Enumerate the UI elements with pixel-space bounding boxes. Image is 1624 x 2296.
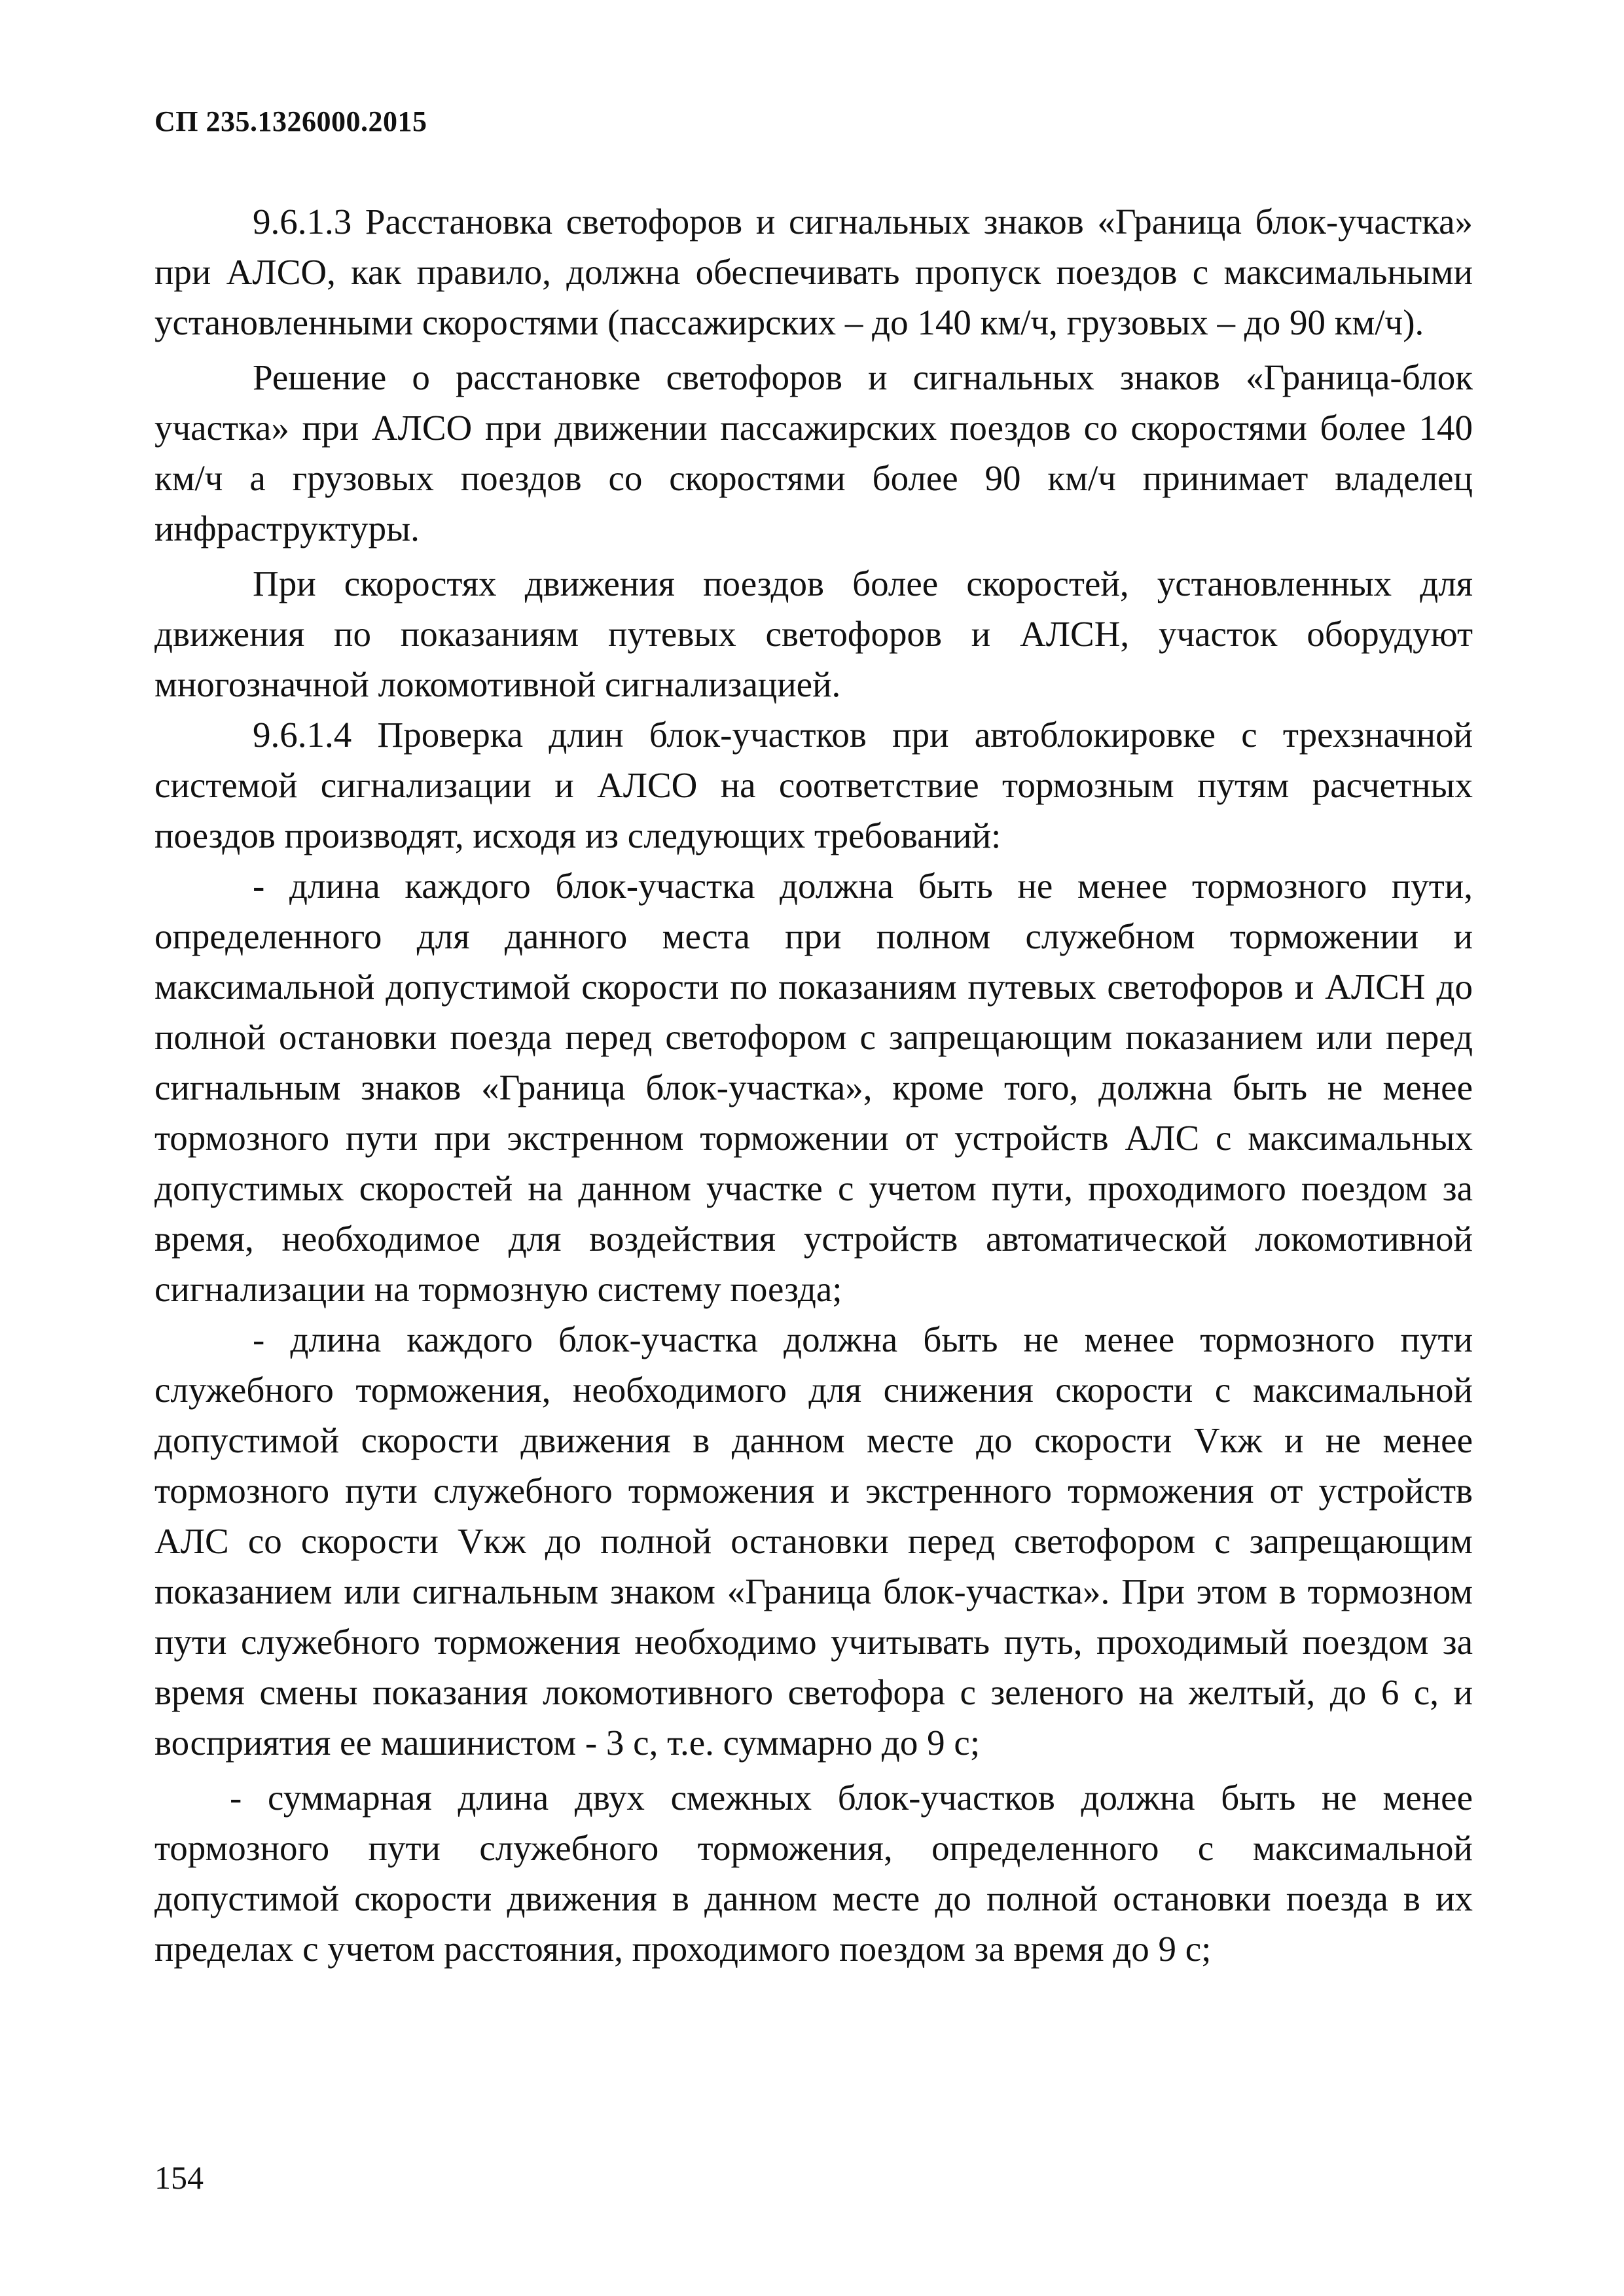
document-code-header: СП 235.1326000.2015	[154, 105, 427, 137]
document-body	[154, 196, 1473, 1974]
list-item-requirement-2: - длина каждого блок-участка должна быть не менее тормозного пути служебного торможения, необходимого для снижения скорости с максимальной допустимой скорости движения в данном месте до скорости Vкж и не менее тормозного пути служебного торможения и экстренного торможения от устройств АЛС со скорости Vкж до полной остановки перед светофором с запрещающим показанием или сигнальным знаком «Граница блок-участка». При этом в тормозном пути служебного торможения необходимо учитывать путь, проходимый поездом за время смены показания локомотивного светофора с зеленого на желтый, до 6 с, и восприятия ее машинистом - 3 с, т.е. суммарно до 9 с;	[154, 1319, 1473, 1763]
paragraph-speeds: При скоростях движения поездов более скоростей, установленных для движения по показаниям путевых светофоров и АЛСН, участок оборудуют многозначной локомотивной сигнализацией.	[154, 564, 1473, 704]
list-item-requirement-3: - суммарная длина двух смежных блок-участков должна быть не менее тормозного пути служебного торможения, определенного с максимальной допустимой скорости движения в данном месте до полной остановки поезда в их пределах с учетом расстояния, проходимого поездом за время до 9 с;	[154, 1778, 1473, 1969]
paragraph-9-6-1-4: 9.6.1.4 Проверка длин блок-участков при автоблокировке с трехзначной системой сигнализации и АЛСО на соответствие тормозным путям расчетных поездов производят, исходя из следующих требований:	[154, 715, 1473, 855]
paragraph-decision: Решение о расстановке светофоров и сигнальных знаков «Граница-блок участка» при АЛСО при движении пассажирских поездов со скоростями более 140 км/ч а грузовых поездов со скоростями более 90 км/ч принимает владелец инфраструктуры.	[154, 357, 1473, 548]
page-number: 154	[154, 2159, 204, 2196]
list-item-requirement-1: - длина каждого блок-участка должна быть не менее тормозного пути, определенного для данного места при полном служебном торможении и максимальной допустимой скорости по показаниям путевых светофоров и АЛСН до полной остановки поезда перед светофором с запрещающим показанием или перед сигнальным знаков «Граница блок-участка», кроме того, должна быть не менее тормозного пути при экстренном торможении от устройств АЛС с максимальных допустимых скоростей на данном участке с учетом пути, проходимого поездом за время, необходимое для воздействия устройств автоматической локомотивной сигнализации на тормозную систему поезда;	[154, 866, 1473, 1309]
paragraph-9-6-1-3: 9.6.1.3 Расстановка светофоров и сигнальных знаков «Граница блок-участка» при АЛСО, как правило, должна обеспечивать пропуск поездов с максимальными установленными скоростями (пассажирских – до 140 км/ч, грузовых – до 90 км/ч).	[154, 202, 1473, 342]
